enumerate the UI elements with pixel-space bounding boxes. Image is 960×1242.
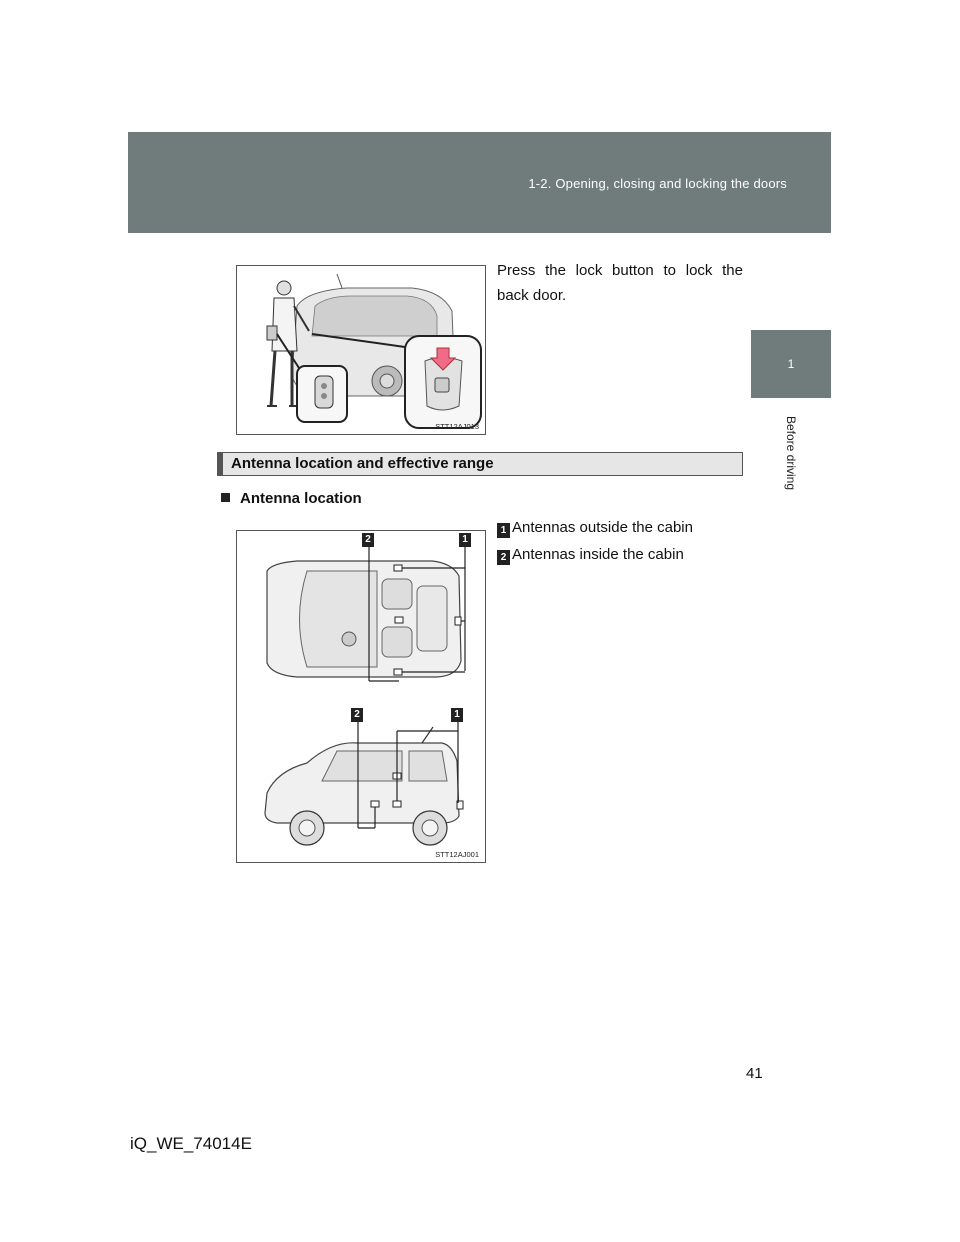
chapter-tab (751, 330, 831, 398)
chapter-label-text: Before driving (784, 415, 798, 490)
legend-number-badge: 1 (497, 523, 510, 538)
callout-badge-2: 2 (362, 533, 374, 547)
antenna-drawing (237, 531, 485, 862)
section-title-bar (217, 452, 743, 476)
legend-number-badge: 2 (497, 550, 510, 565)
chapter-label (781, 405, 801, 500)
antenna-location-diagram (236, 530, 486, 863)
square-bullet-icon (221, 493, 230, 502)
legend-item (497, 519, 693, 538)
subsection-heading (221, 490, 362, 507)
lock-button-drawing (237, 266, 485, 434)
legend-text: Antennas outside the cabin (512, 519, 693, 536)
lock-button-illustration (236, 265, 486, 435)
section-title: Antenna location and effective range (231, 455, 494, 472)
instruction-text: Press the lock button to lock the back door. (497, 262, 743, 304)
page-number: 41 (746, 1065, 763, 1082)
subsection-title: Antenna location (240, 490, 362, 507)
legend-text: Antennas inside the cabin (512, 546, 684, 563)
callout-badge-2: 2 (351, 708, 363, 722)
chapter-number: 1 (787, 357, 795, 371)
document-id: iQ_WE_74014E (130, 1134, 252, 1153)
figure-code: STT12AJ013 (435, 422, 479, 431)
figure-code: STT12AJ001 (435, 850, 479, 859)
callout-badge-1: 1 (451, 708, 463, 722)
legend-item (497, 546, 684, 565)
page-header (128, 132, 831, 233)
section-accent (218, 453, 223, 475)
callout-badge-1: 1 (459, 533, 471, 547)
section-heading: 1-2. Opening, closing and locking the doors (528, 176, 787, 191)
